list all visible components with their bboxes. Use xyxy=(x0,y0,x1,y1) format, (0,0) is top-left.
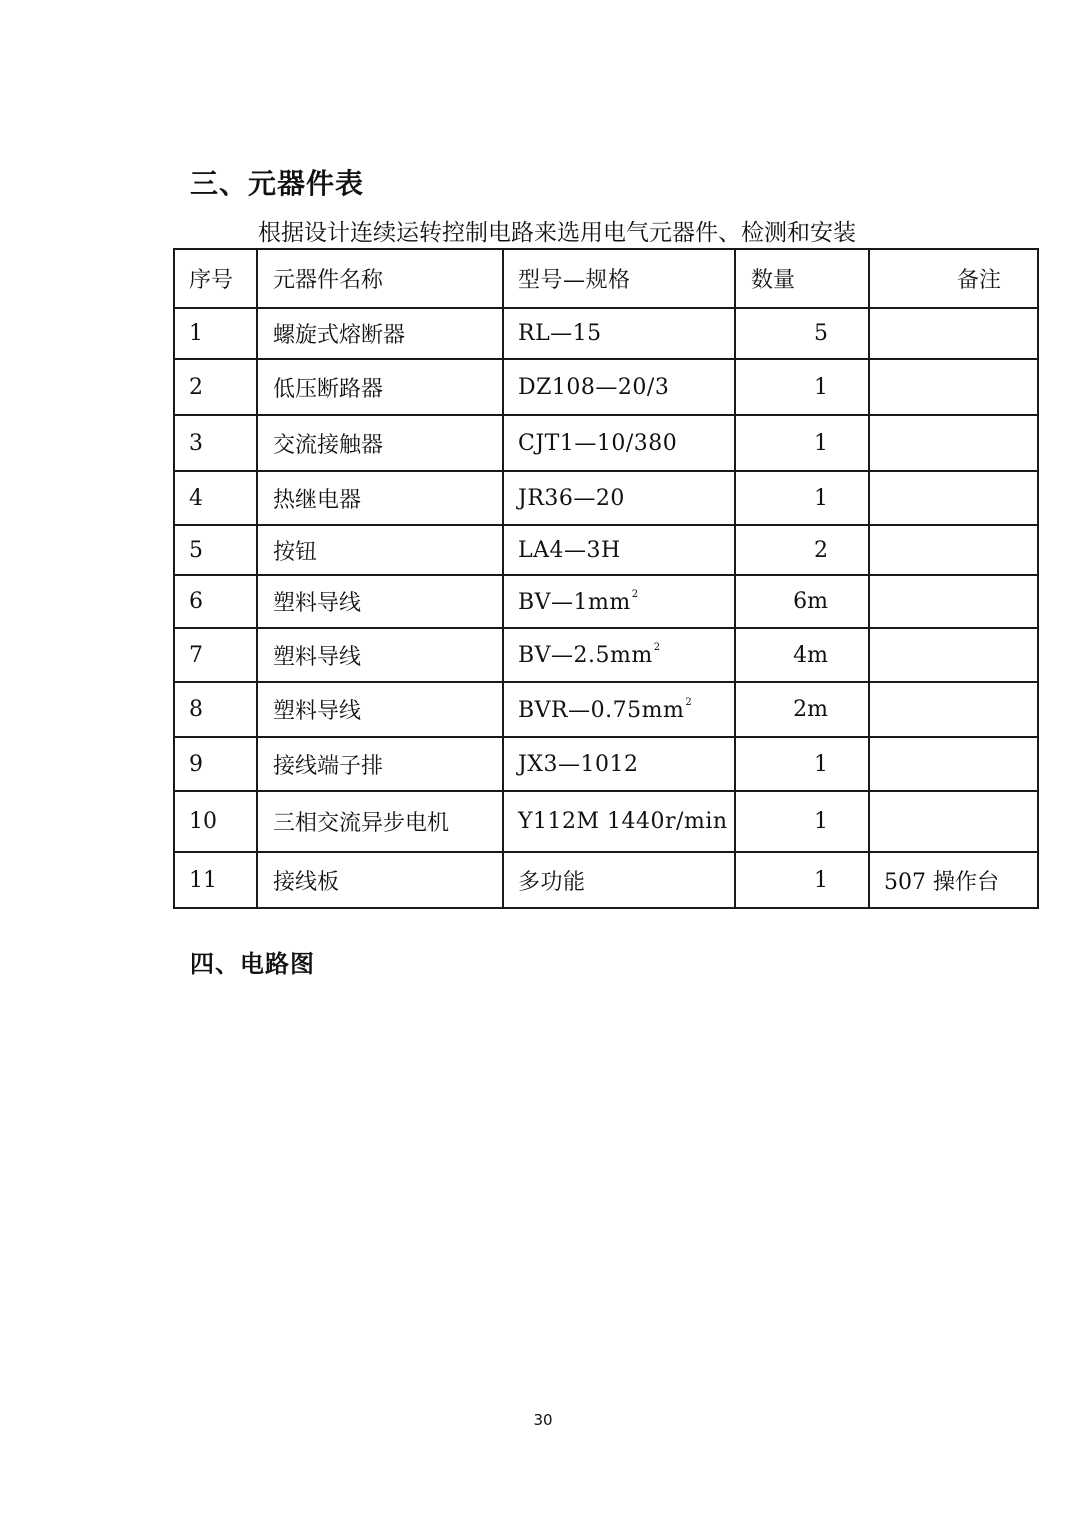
cell-spec xyxy=(503,575,735,628)
cell-no xyxy=(174,737,257,791)
cell-no-text: 10 xyxy=(189,809,217,834)
table-row xyxy=(174,575,1038,628)
cell-qty xyxy=(735,359,869,415)
table-header-row xyxy=(174,249,1038,308)
section-title-circuit: 四、电路图 xyxy=(190,950,315,978)
cell-no xyxy=(174,852,257,908)
cell-no xyxy=(174,628,257,682)
table-row xyxy=(174,471,1038,525)
table-row xyxy=(174,852,1038,908)
cell-name-text: 三相交流异步电机 xyxy=(273,811,450,836)
cell-qty-text: 4m xyxy=(793,642,828,668)
cell-note xyxy=(869,628,1038,682)
table-row xyxy=(174,628,1038,682)
cell-name-text: 低压断路器 xyxy=(273,376,384,402)
cell-name-text: 热继电器 xyxy=(273,487,362,513)
cell-qty xyxy=(735,791,869,852)
cell-note xyxy=(869,415,1038,471)
cell-no-text: 7 xyxy=(189,642,203,668)
cell-name xyxy=(257,575,503,628)
cell-no xyxy=(174,575,257,628)
cell-qty-text: 5 xyxy=(814,321,828,346)
cell-spec-text: JR36—20 xyxy=(518,485,625,511)
header-cell-note: 备注 xyxy=(869,249,1038,308)
cell-no xyxy=(174,791,257,852)
header-cell-no: 序号 xyxy=(174,249,257,308)
superscript-square: 2 xyxy=(631,588,639,600)
header-cell-name: 元器件名称 xyxy=(257,249,503,308)
section-title-components: 三、元器件表 xyxy=(190,167,365,200)
cell-qty xyxy=(735,471,869,525)
cell-spec-text: RL—15 xyxy=(518,321,602,346)
cell-spec-text: LA4—3H xyxy=(518,537,621,563)
cell-qty-text: 1 xyxy=(814,751,828,777)
cell-no xyxy=(174,471,257,525)
cell-note-text: 507 操作台 xyxy=(884,869,999,895)
cell-note xyxy=(869,575,1038,628)
cell-no xyxy=(174,359,257,415)
cell-no-text: 2 xyxy=(189,374,203,400)
cell-note xyxy=(869,791,1038,852)
cell-name-text: 接线端子排 xyxy=(273,753,384,779)
table-row xyxy=(174,525,1038,575)
cell-qty-text: 2m xyxy=(793,697,828,722)
cell-qty xyxy=(735,852,869,908)
cell-qty-text: 1 xyxy=(814,809,828,834)
header-cell-spec: 型号—规格 xyxy=(503,249,735,308)
cell-no xyxy=(174,308,257,359)
cell-no-text: 6 xyxy=(189,589,203,614)
cell-note xyxy=(869,359,1038,415)
table-row xyxy=(174,791,1038,852)
cell-qty xyxy=(735,575,869,628)
table-row xyxy=(174,737,1038,791)
cell-qty-text: 1 xyxy=(814,374,828,400)
cell-qty-text: 1 xyxy=(814,430,828,456)
cell-note xyxy=(869,471,1038,525)
cell-no xyxy=(174,525,257,575)
cell-spec xyxy=(503,791,735,852)
cell-qty xyxy=(735,525,869,575)
cell-qty xyxy=(735,415,869,471)
cell-note xyxy=(869,852,1038,908)
cell-name-text: 塑料导线 xyxy=(273,644,362,670)
cell-no-text: 8 xyxy=(189,697,203,722)
cell-note xyxy=(869,737,1038,791)
header-cell-qty: 数量 xyxy=(735,249,869,308)
cell-note xyxy=(869,682,1038,737)
cell-spec-text: JX3—1012 xyxy=(518,751,639,777)
cell-qty-text: 1 xyxy=(814,867,828,893)
cell-qty-text: 1 xyxy=(814,485,828,511)
cell-spec xyxy=(503,415,735,471)
cell-name xyxy=(257,737,503,791)
cell-spec-text: BV—2.5mm xyxy=(518,643,653,668)
cell-qty-text: 6m xyxy=(793,589,828,614)
cell-no-text: 3 xyxy=(189,430,203,456)
cell-spec xyxy=(503,628,735,682)
cell-spec-text: BV—1mm xyxy=(518,589,631,615)
cell-spec xyxy=(503,682,735,737)
cell-no-text: 1 xyxy=(189,321,203,346)
cell-note xyxy=(869,308,1038,359)
cell-note xyxy=(869,525,1038,575)
cell-no-text: 5 xyxy=(189,537,203,563)
cell-name-text: 交流接触器 xyxy=(273,432,384,458)
cell-no-text: 11 xyxy=(189,867,217,893)
cell-name xyxy=(257,359,503,415)
cell-qty-text: 2 xyxy=(814,537,828,563)
cell-name-text: 接线板 xyxy=(273,869,340,895)
cell-spec-text: Y112M 1440r/min xyxy=(518,809,728,834)
cell-spec xyxy=(503,737,735,791)
cell-name xyxy=(257,791,503,852)
cell-spec-text: DZ108—20/3 xyxy=(518,374,670,400)
table-row xyxy=(174,682,1038,737)
cell-no xyxy=(174,682,257,737)
intro-paragraph: 根据设计连续运转控制电路来选用电气元器件、检测和安装 xyxy=(258,220,856,246)
table-row xyxy=(174,308,1038,359)
cell-name xyxy=(257,471,503,525)
cell-spec xyxy=(503,359,735,415)
cell-name-text: 螺旋式熔断器 xyxy=(273,323,406,348)
cell-name xyxy=(257,415,503,471)
cell-spec-text: BVR—0.75mm xyxy=(518,697,685,723)
cell-no xyxy=(174,415,257,471)
page-number: 30 xyxy=(533,1411,553,1429)
cell-no-text: 9 xyxy=(189,751,203,777)
cell-qty xyxy=(735,682,869,737)
cell-spec xyxy=(503,852,735,908)
cell-spec-text: CJT1—10/380 xyxy=(518,430,678,456)
cell-name-text: 塑料导线 xyxy=(273,699,362,724)
cell-name xyxy=(257,525,503,575)
cell-qty xyxy=(735,628,869,682)
cell-spec-text: 多功能 xyxy=(518,869,586,895)
cell-name xyxy=(257,628,503,682)
cell-spec xyxy=(503,471,735,525)
cell-name-text: 塑料导线 xyxy=(273,591,362,616)
superscript-square: 2 xyxy=(653,642,661,653)
cell-name xyxy=(257,308,503,359)
cell-qty xyxy=(735,308,869,359)
table-row xyxy=(174,359,1038,415)
table-row xyxy=(174,415,1038,471)
cell-qty xyxy=(735,737,869,791)
cell-spec xyxy=(503,525,735,575)
superscript-square: 2 xyxy=(685,696,693,708)
cell-name-text: 按钮 xyxy=(273,539,318,565)
cell-name xyxy=(257,852,503,908)
cell-name xyxy=(257,682,503,737)
cell-spec xyxy=(503,308,735,359)
cell-no-text: 4 xyxy=(189,485,203,511)
components-table xyxy=(173,248,1039,909)
